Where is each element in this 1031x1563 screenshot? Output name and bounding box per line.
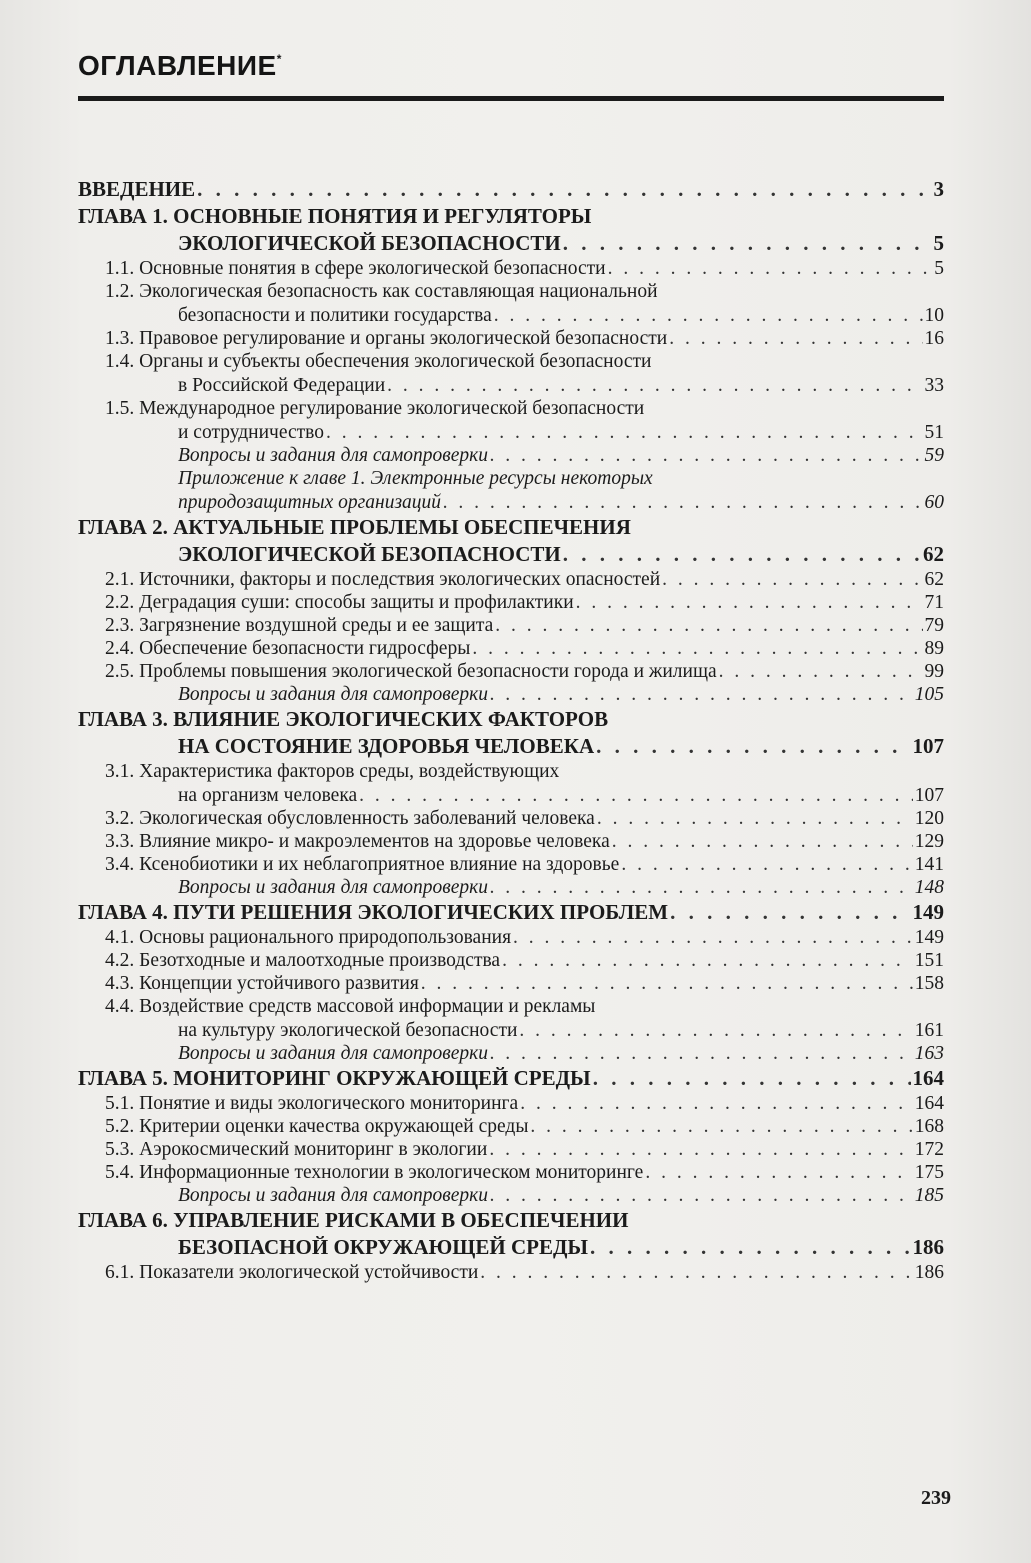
leader-dots (670, 899, 910, 926)
section-3-3[interactable] (78, 830, 944, 853)
section-1-2-line1[interactable]: 1.2. Экологическая безопасность как составляющая национальной (105, 281, 658, 302)
entry-title: Вопросы и задания для самопроверки (178, 684, 489, 705)
entry-title: БЕЗОПАСНОЙ ОКРУЖАЮЩЕЙ СРЕДЫ (178, 1235, 589, 1259)
leader-dots (359, 784, 913, 807)
entry-title: Вопросы и задания для самопроверки (178, 445, 489, 466)
entry-page: 79 (924, 615, 944, 636)
entry-title: ГЛАВА 4. ПУТИ РЕШЕНИЯ ЭКОЛОГИЧЕСКИХ ПРОБЛЕМ (78, 900, 669, 924)
leader-dots (590, 1234, 910, 1261)
entry-page: 3 (933, 177, 944, 201)
entry-title: на культуру экологической безопасности (178, 1020, 518, 1041)
entry-title: 1.3. Правовое регулирование и органы экологической безопасности (105, 328, 668, 349)
leader-dots (387, 374, 922, 397)
entry-title: 3.2. Экологическая обусловленность заболеваний человека (105, 808, 595, 829)
chapter-1-appendix[interactable] (78, 491, 944, 514)
entry-title: в Российской Федерации (178, 375, 386, 396)
section-5-3[interactable] (78, 1138, 944, 1161)
entry-page: 158 (914, 973, 944, 994)
entry-title: 5.3. Аэрокосмический мониторинг в экологии (105, 1139, 488, 1160)
entry-page: 148 (914, 877, 944, 898)
entry-page: 5 (933, 231, 944, 255)
chapter-1-entry[interactable] (78, 230, 944, 257)
leader-dots (490, 444, 922, 467)
entry-page: 129 (914, 831, 944, 852)
leader-dots (495, 614, 922, 637)
heading-text: ОГЛАВЛЕНИЕ (78, 50, 277, 81)
chapter-2-entry[interactable] (78, 541, 944, 568)
chapter-1-title-line1[interactable]: ГЛАВА 1. ОСНОВНЫЕ ПОНЯТИЯ И РЕГУЛЯТОРЫ (78, 204, 592, 228)
leader-dots (563, 230, 932, 257)
leader-dots (480, 1261, 912, 1284)
entry-title: 3.4. Ксенобиотики и их неблагоприятное влияние на здоровье (105, 854, 620, 875)
entry-title: ЭКОЛОГИЧЕСКОЙ БЕЗОПАСНОСТИ (178, 231, 561, 255)
section-4-4-line1[interactable]: 4.4. Воздействие средств массовой информации и рекламы (105, 996, 596, 1017)
entry-title: 5.4. Информационные технологии в экологическом мониторинге (105, 1162, 644, 1183)
entry-title: 5.1. Понятие и виды экологического мониторинга (105, 1093, 519, 1114)
entry-title: 6.1. Показатели экологической устойчивости (105, 1262, 479, 1283)
leader-dots (719, 660, 923, 683)
entry-page: 5 (934, 258, 944, 279)
chapter-3-questions[interactable] (78, 876, 944, 899)
leader-dots (662, 568, 922, 591)
section-1-5[interactable] (78, 421, 944, 444)
entry-title: 1.1. Основные понятия в сфере экологической безопасности (105, 258, 606, 279)
leader-dots (513, 926, 913, 949)
entry-title: 2.2. Деградация суши: способы защиты и профилактики (105, 592, 574, 613)
section-1-4[interactable] (78, 374, 944, 397)
leader-dots (520, 1092, 913, 1115)
entry-page: 51 (924, 422, 944, 443)
page-number: 239 (921, 1487, 951, 1509)
section-1-1[interactable] (78, 257, 944, 280)
entry-page: 149 (914, 927, 944, 948)
section-3-1[interactable] (78, 784, 944, 807)
section-3-1-line1[interactable]: 3.1. Характеристика факторов среды, воздействующих (105, 761, 560, 782)
leader-dots (490, 683, 913, 706)
leader-dots (608, 257, 933, 280)
entry-title: на организм человека (178, 785, 358, 806)
entry-title: Вопросы и задания для самопроверки (178, 877, 489, 898)
leader-dots (593, 1065, 911, 1092)
leader-dots (490, 1184, 913, 1207)
leader-dots (597, 807, 913, 830)
entry-title: Вопросы и задания для самопроверки (178, 1043, 489, 1064)
entry-page: 107 (914, 785, 944, 806)
entry-title: ЭКОЛОГИЧЕСКОЙ БЕЗОПАСНОСТИ (178, 542, 561, 566)
entry-page: 185 (914, 1185, 944, 1206)
section-1-5-line1[interactable]: 1.5. Международное регулирование экологической безопасности (105, 398, 645, 419)
section-4-3[interactable] (78, 972, 944, 995)
leader-dots (576, 591, 923, 614)
entry-page: 186 (912, 1235, 944, 1259)
chapter-2-questions[interactable] (78, 683, 944, 706)
entry-page: 163 (914, 1043, 944, 1064)
section-1-4-line1[interactable]: 1.4. Органы и субъекты обеспечения экологической безопасности (105, 351, 652, 372)
entry-page: 172 (914, 1139, 944, 1160)
entry-page: 71 (924, 592, 944, 613)
entry-page: 99 (924, 661, 944, 682)
entry-title: 3.3. Влияние микро- и макроэлементов на здоровье человека (105, 831, 610, 852)
page-heading (78, 50, 282, 82)
table-of-contents (78, 176, 944, 1284)
entry-title: НА СОСТОЯНИЕ ЗДОРОВЬЯ ЧЕЛОВЕКА (178, 734, 595, 758)
chapter-4-questions[interactable] (78, 1042, 944, 1065)
entry-title: безопасности и политики государства (178, 305, 492, 326)
leader-dots (519, 1019, 912, 1042)
leader-dots (472, 637, 922, 660)
footnote-mark: * (276, 52, 282, 66)
entry-page: 105 (914, 684, 944, 705)
entry-page: 175 (914, 1162, 944, 1183)
chapter-6-entry[interactable] (78, 1234, 944, 1261)
chapter-6-title-line1[interactable]: ГЛАВА 6. УПРАВЛЕНИЕ РИСКАМИ В ОБЕСПЕЧЕНИИ (78, 1208, 629, 1232)
entry-title: ВВЕДЕНИЕ (78, 177, 196, 201)
entry-page: 16 (924, 328, 944, 349)
leader-dots (421, 972, 913, 995)
entry-title: 4.2. Безотходные и малоотходные производства (105, 950, 501, 971)
leader-dots (489, 1138, 912, 1161)
leader-dots (490, 876, 913, 899)
entry-title: природозащитных организаций (178, 492, 442, 513)
section-2-4[interactable] (78, 637, 944, 660)
entry-page: 168 (914, 1116, 944, 1137)
entry-title: 4.1. Основы рационального природопользования (105, 927, 512, 948)
leader-dots (563, 541, 921, 568)
section-4-4[interactable] (78, 1019, 944, 1042)
section-6-1[interactable] (78, 1261, 944, 1284)
entry-page: 33 (924, 375, 944, 396)
entry-page: 186 (914, 1262, 944, 1283)
leader-dots (612, 830, 913, 853)
leader-dots (596, 733, 910, 760)
leader-dots (197, 176, 931, 203)
entry-page: 149 (912, 900, 944, 924)
entry-page: 89 (924, 638, 944, 659)
section-2-5[interactable] (78, 660, 944, 683)
section-5-1[interactable] (78, 1092, 944, 1115)
chapter-5-questions[interactable] (78, 1184, 944, 1207)
leader-dots (502, 949, 913, 972)
section-2-3[interactable] (78, 614, 944, 637)
chapter-3-title-line1[interactable]: ГЛАВА 3. ВЛИЯНИЕ ЭКОЛОГИЧЕСКИХ ФАКТОРОВ (78, 707, 609, 731)
entry-page: 60 (924, 492, 944, 513)
chapter-1-questions[interactable] (78, 444, 944, 467)
entry-title: 2.3. Загрязнение воздушной среды и ее защита (105, 615, 494, 636)
entry-title: 2.1. Источники, факторы и последствия экологических опасностей (105, 569, 661, 590)
section-2-2[interactable] (78, 591, 944, 614)
leader-dots (494, 304, 923, 327)
leader-dots (669, 327, 922, 350)
chapter-3-entry[interactable] (78, 733, 944, 760)
entry-page: 164 (914, 1093, 944, 1114)
entry-page: 120 (914, 808, 944, 829)
heading-rule (78, 96, 944, 101)
section-1-2[interactable] (78, 304, 944, 327)
leader-dots (326, 421, 923, 444)
leader-dots (490, 1042, 913, 1065)
entry-page: 161 (914, 1020, 944, 1041)
leader-dots (530, 1115, 912, 1138)
section-3-4[interactable] (78, 853, 944, 876)
toc-entry-intro[interactable] (78, 176, 944, 203)
leader-dots (443, 491, 922, 514)
entry-title: 2.4. Обеспечение безопасности гидросферы (105, 638, 471, 659)
entry-title: 2.5. Проблемы повышения экологической безопасности города и жилища (105, 661, 717, 682)
entry-page: 59 (924, 445, 944, 466)
entry-title: 5.2. Критерии оценки качества окружающей среды (105, 1116, 529, 1137)
entry-title: Вопросы и задания для самопроверки (178, 1185, 489, 1206)
chapter-4-entry[interactable] (78, 899, 944, 926)
section-5-4[interactable] (78, 1161, 944, 1184)
leader-dots (645, 1161, 912, 1184)
chapter-2-title-line1[interactable]: ГЛАВА 2. АКТУАЛЬНЫЕ ПРОБЛЕМЫ ОБЕСПЕЧЕНИЯ (78, 515, 631, 539)
section-3-2[interactable] (78, 807, 944, 830)
entry-page: 164 (912, 1066, 944, 1090)
leader-dots (621, 853, 912, 876)
entry-page: 62 (923, 542, 944, 566)
entry-page: 141 (914, 854, 944, 875)
entry-page: 10 (924, 305, 944, 326)
section-4-2[interactable] (78, 949, 944, 972)
chapter-1-appendix-line1[interactable]: Приложение к главе 1. Электронные ресурсы некоторых (178, 468, 653, 489)
section-1-3[interactable] (78, 327, 944, 350)
chapter-5-entry[interactable] (78, 1065, 944, 1092)
section-5-2[interactable] (78, 1115, 944, 1138)
section-4-1[interactable] (78, 926, 944, 949)
entry-title: ГЛАВА 5. МОНИТОРИНГ ОКРУЖАЮЩЕЙ СРЕДЫ (78, 1066, 591, 1090)
entry-page: 151 (914, 950, 944, 971)
entry-title: 4.3. Концепции устойчивого развития (105, 973, 419, 994)
section-2-1[interactable] (78, 568, 944, 591)
entry-title: и сотрудничество (178, 422, 324, 443)
entry-page: 62 (924, 569, 944, 590)
entry-page: 107 (912, 734, 944, 758)
